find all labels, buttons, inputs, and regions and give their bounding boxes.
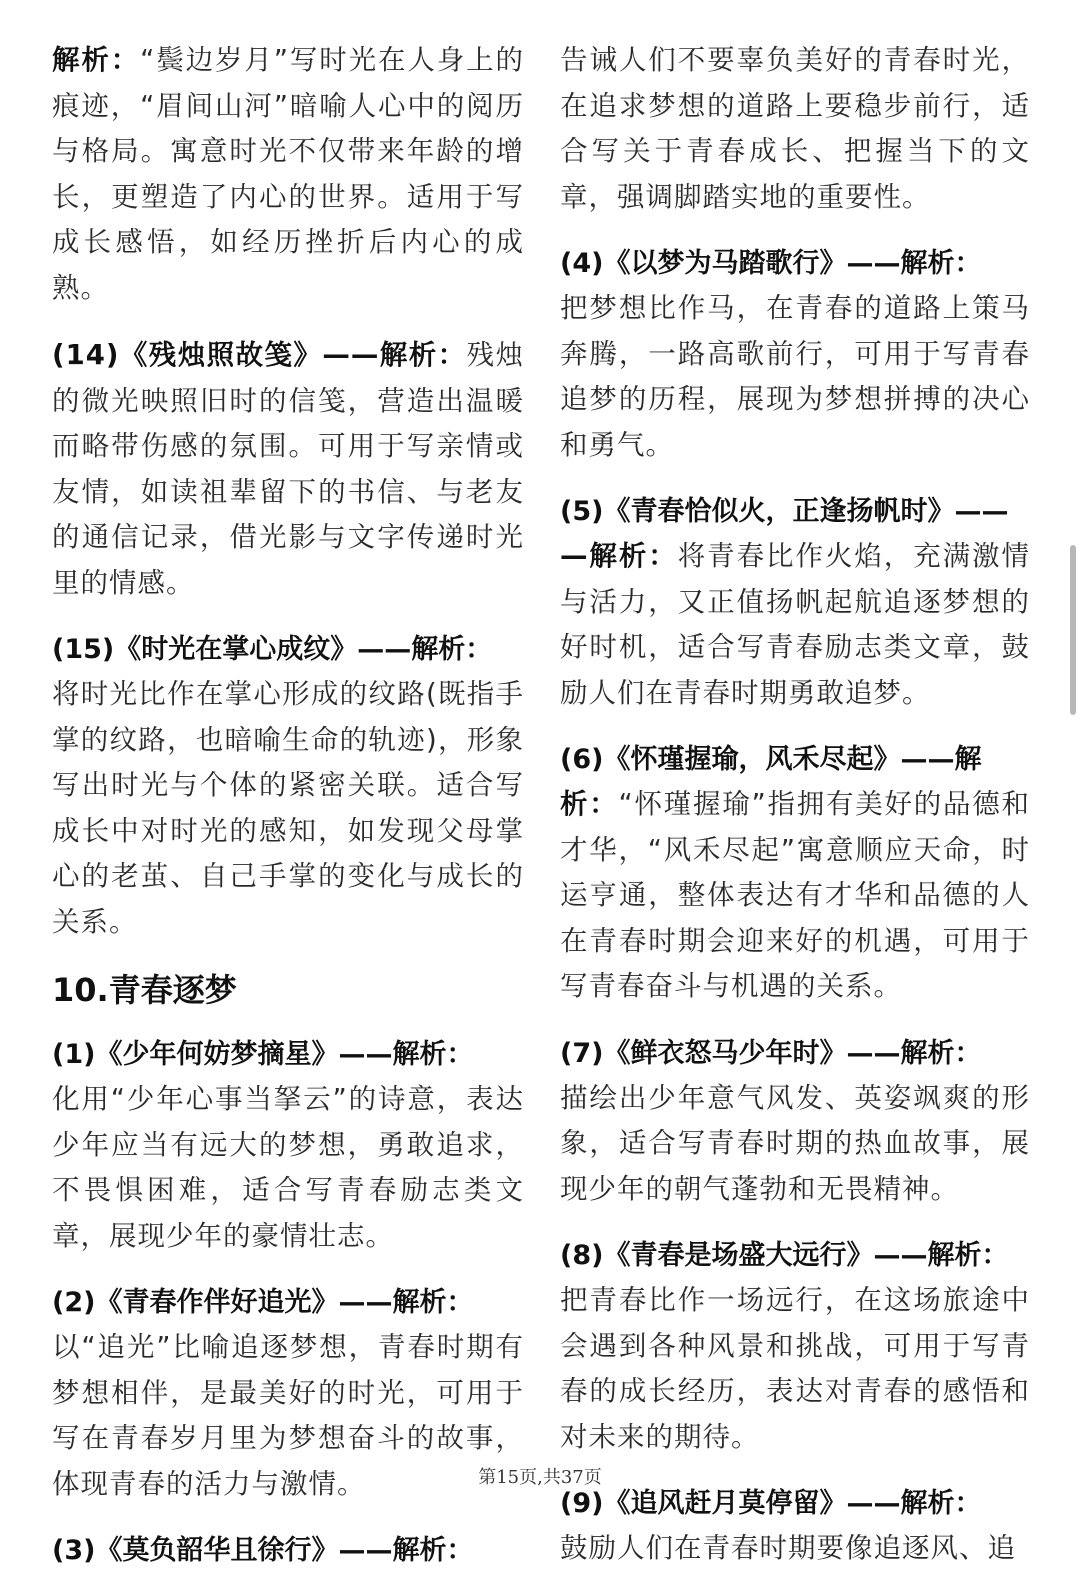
entry-9 [560,1482,1030,1572]
entry-7-text: 描绘出少年意气风发、英姿飒爽的形象，适合写青春时期的热血故事，展现少年的朝气蓬勃和无畏精神。 [560,1081,1030,1205]
entry-3-text: 告诫人们不要辜负美好的青春时光，在追求梦想的道路上要稳步前行，适合写关于青春成长、把握当下的文章，强调脚踏实地的重要性。 [560,44,1030,213]
entry-7-heading: (7)《鲜衣怒马少年时》——解析： [560,1037,982,1069]
entry-2-heading: (2)《青春作伴好追光》——解析： [52,1287,474,1318]
left-column [52,38,524,1595]
entry-6-heading: (6)《怀瑾握瑜，风禾尽起》——解 [560,744,982,775]
entry-8 [560,1234,1030,1460]
entry-6-text: “怀瑾握瑜”指拥有美好的品德和才华，“风禾尽起”寓意顺应天命，时运亨通，整体表达有才华和品德的人在青春时期会迎来好的机遇，可用于写青春奋斗与机遇的关系。 [560,788,1030,1002]
entry-3-heading: (3)《莫负韶华且徐行》——解析： [52,1535,474,1566]
entry-6 [560,738,1030,1010]
entry-1 [52,1033,524,1259]
entry-3 [52,1529,524,1573]
entry-2-text: 以“追光”比喻追逐梦想，青春时期有梦想相伴，是最美好的时光，可用于写在青春岁月里为梦想奋斗的故事，体现青春的活力与激情。 [52,1331,524,1500]
entry-1-text: 化用“少年心事当拏云”的诗意，表达少年应当有远大的梦想，勇敢追求，不畏惧困难，适合写青春励志类文章，展现少年的豪情壮志。 [52,1083,524,1252]
right-column [560,38,1030,1594]
analysis-lead: 解析： [52,44,141,76]
entry-1-heading: (1)《少年何妨梦摘星》——解析： [52,1039,474,1070]
entry-6-heading-cont: 析： [560,788,619,820]
section-title: 10.青春逐梦 [52,971,237,1009]
scrollbar[interactable] [1070,545,1076,715]
entry-7 [560,1032,1030,1213]
entry-15-text: 将时光比作在掌心形成的纹路(既指手掌的纹路，也暗喻生命的轨迹)，形象写出时光与个体的紧密关联。适合写成长中对时光的感知，如发现父母掌心的老茧、自己手掌的变化与成长的关系。 [52,678,524,938]
entry-4-text: 把梦想比作马，在青春的道路上策马奔腾，一路高歌前行，可用于写青春追梦的历程，展现为梦想拼搏的决心和勇气。 [560,292,1030,461]
entry-5-heading-cont: —解析： [560,540,678,572]
entry-5-text: 将青春比作火焰，充满激情与活力，又正值扬帆起航追逐梦想的好时机，适合写青春励志类文章，鼓励人们在青春时期勇敢追梦。 [560,540,1030,709]
analysis-text: “鬓边岁月”写时光在人身上的痕迹，“眉间山河”暗喻人心中的阅历与格局。寓意时光不仅带来年龄的增长，更塑造了内心的世界。适用于写成长感悟，如经历挫折后内心的成熟。 [52,44,524,304]
entry-5 [560,490,1030,716]
entry-14-heading: (14)《残烛照故笺》——解析： [52,339,467,371]
entry-9-text: 鼓励人们在青春时期要像追逐风、追 [560,1532,1016,1564]
entry-4-heading: (4)《以梦为马踏歌行》——解析： [560,248,982,279]
entry-8-text: 把青春比作一场远行，在这场旅途中会遇到各种风景和挑战，可用于写青春的成长经历，表达对青春的感悟和对未来的期待。 [560,1284,1030,1453]
entry-8-heading: (8)《青春是场盛大远行》——解析： [560,1240,1009,1271]
entry-4 [560,242,1030,468]
entry-9-heading: (9)《追风赶月莫停留》——解析： [560,1488,982,1519]
page-footer: 第15页,共37页 [478,1467,602,1488]
entry-15 [52,628,524,945]
entry-5-heading: (5)《青春恰似火，正逢扬帆时》—— [560,496,1009,527]
entry-14 [52,333,524,606]
analysis-paragraph [52,38,524,311]
entry-15-heading: (15)《时光在掌心成纹》——解析： [52,634,493,665]
entry-14-text: 残烛的微光映照旧时的信笺，营造出温暖而略带伤感的氛围。可用于写亲情或友情，如读祖辈留下的书信、与老友的通信记录，借光影与文字传递时光里的情感。 [52,339,525,599]
